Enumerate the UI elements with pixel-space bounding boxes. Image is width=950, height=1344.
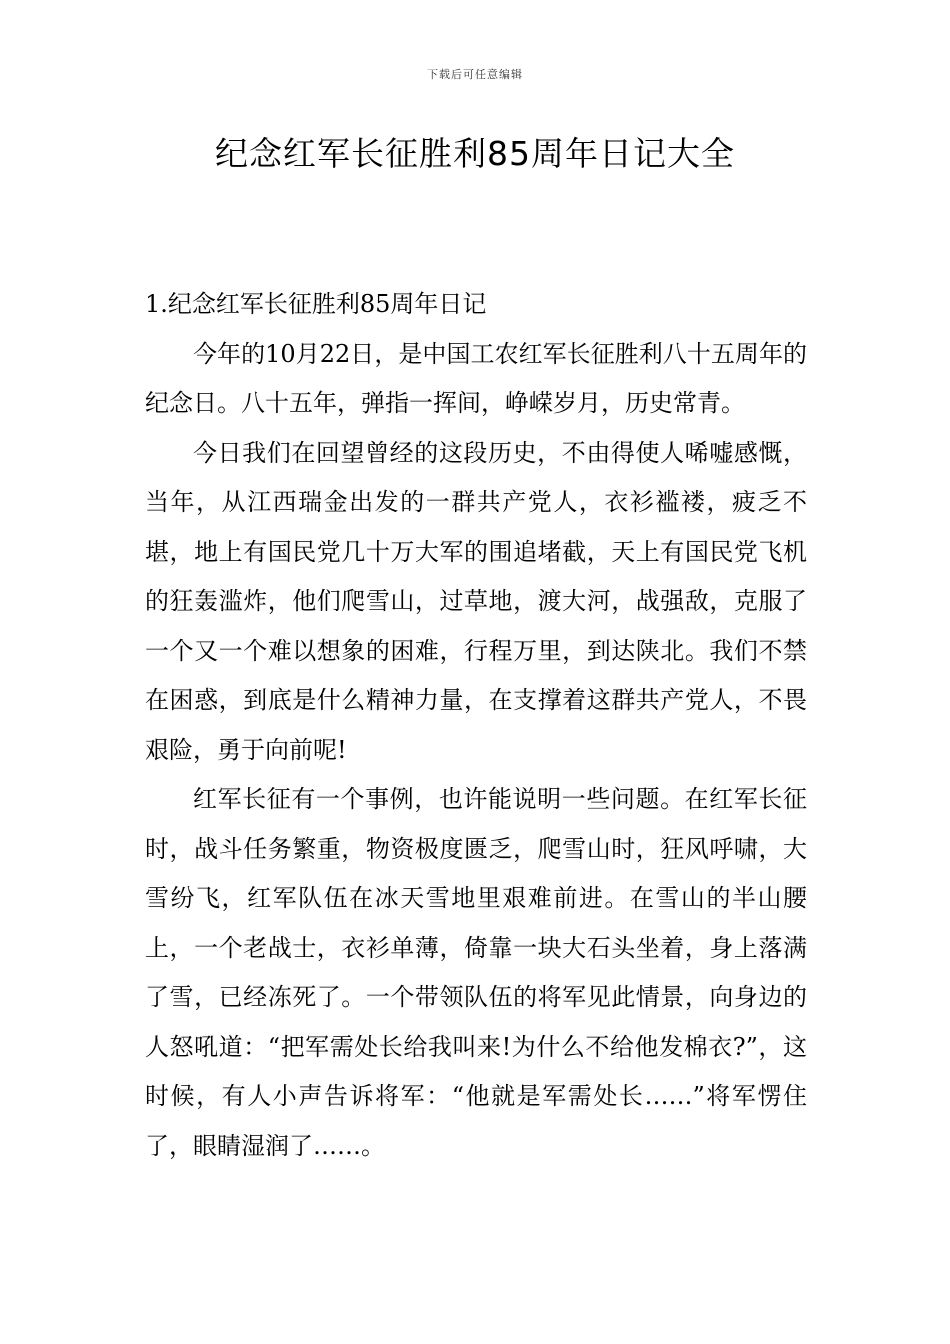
- document-title: 纪念红军长征胜利85周年日记大全: [215, 134, 735, 173]
- paragraph-1: 今年的10月22日，是中国工农红军长征胜利八十五周年的纪念日。八十五年，弹指一挥间，峥嵘岁月，历史常青。: [145, 339, 807, 417]
- document-body: [145, 280, 807, 1171]
- section-heading: 1.纪念红军长征胜利85周年日记: [145, 290, 487, 318]
- header-note: 下载后可任意编辑: [427, 68, 523, 81]
- paragraph-3: 红军长征有一个事例，也许能说明一些问题。在红军长征时，战斗任务繁重，物资极度匮乏，爬雪山时，狂风呼啸，大雪纷飞，红军队伍在冰天雪地里艰难前进。在雪山的半山腰上，一个老战士，衣衫单薄，倚靠一块大石头坐着，身上落满了雪，已经冻死了。一个带领队伍的将军见此情景，向身边的人怒吼道：“把军需处长给我叫来!为什么不给他发棉衣?”，这时候，有人小声告诉将军：“他就是军需处长……”将军愣住了，眼睛湿润了……。: [145, 785, 807, 1160]
- paragraph-2: 今日我们在回望曾经的这段历史，不由得使人唏嘘感慨，当年，从江西瑞金出发的一群共产党人，衣衫褴褛，疲乏不堪，地上有国民党几十万大军的围追堵截，天上有国民党飞机的狂轰滥炸，他们爬雪山，过草地，渡大河，战强敌，克服了一个又一个难以想象的困难，行程万里，到达陕北。我们不禁在困惑，到底是什么精神力量，在支撑着这群共产党人，不畏艰险，勇于向前呢!: [145, 438, 807, 764]
